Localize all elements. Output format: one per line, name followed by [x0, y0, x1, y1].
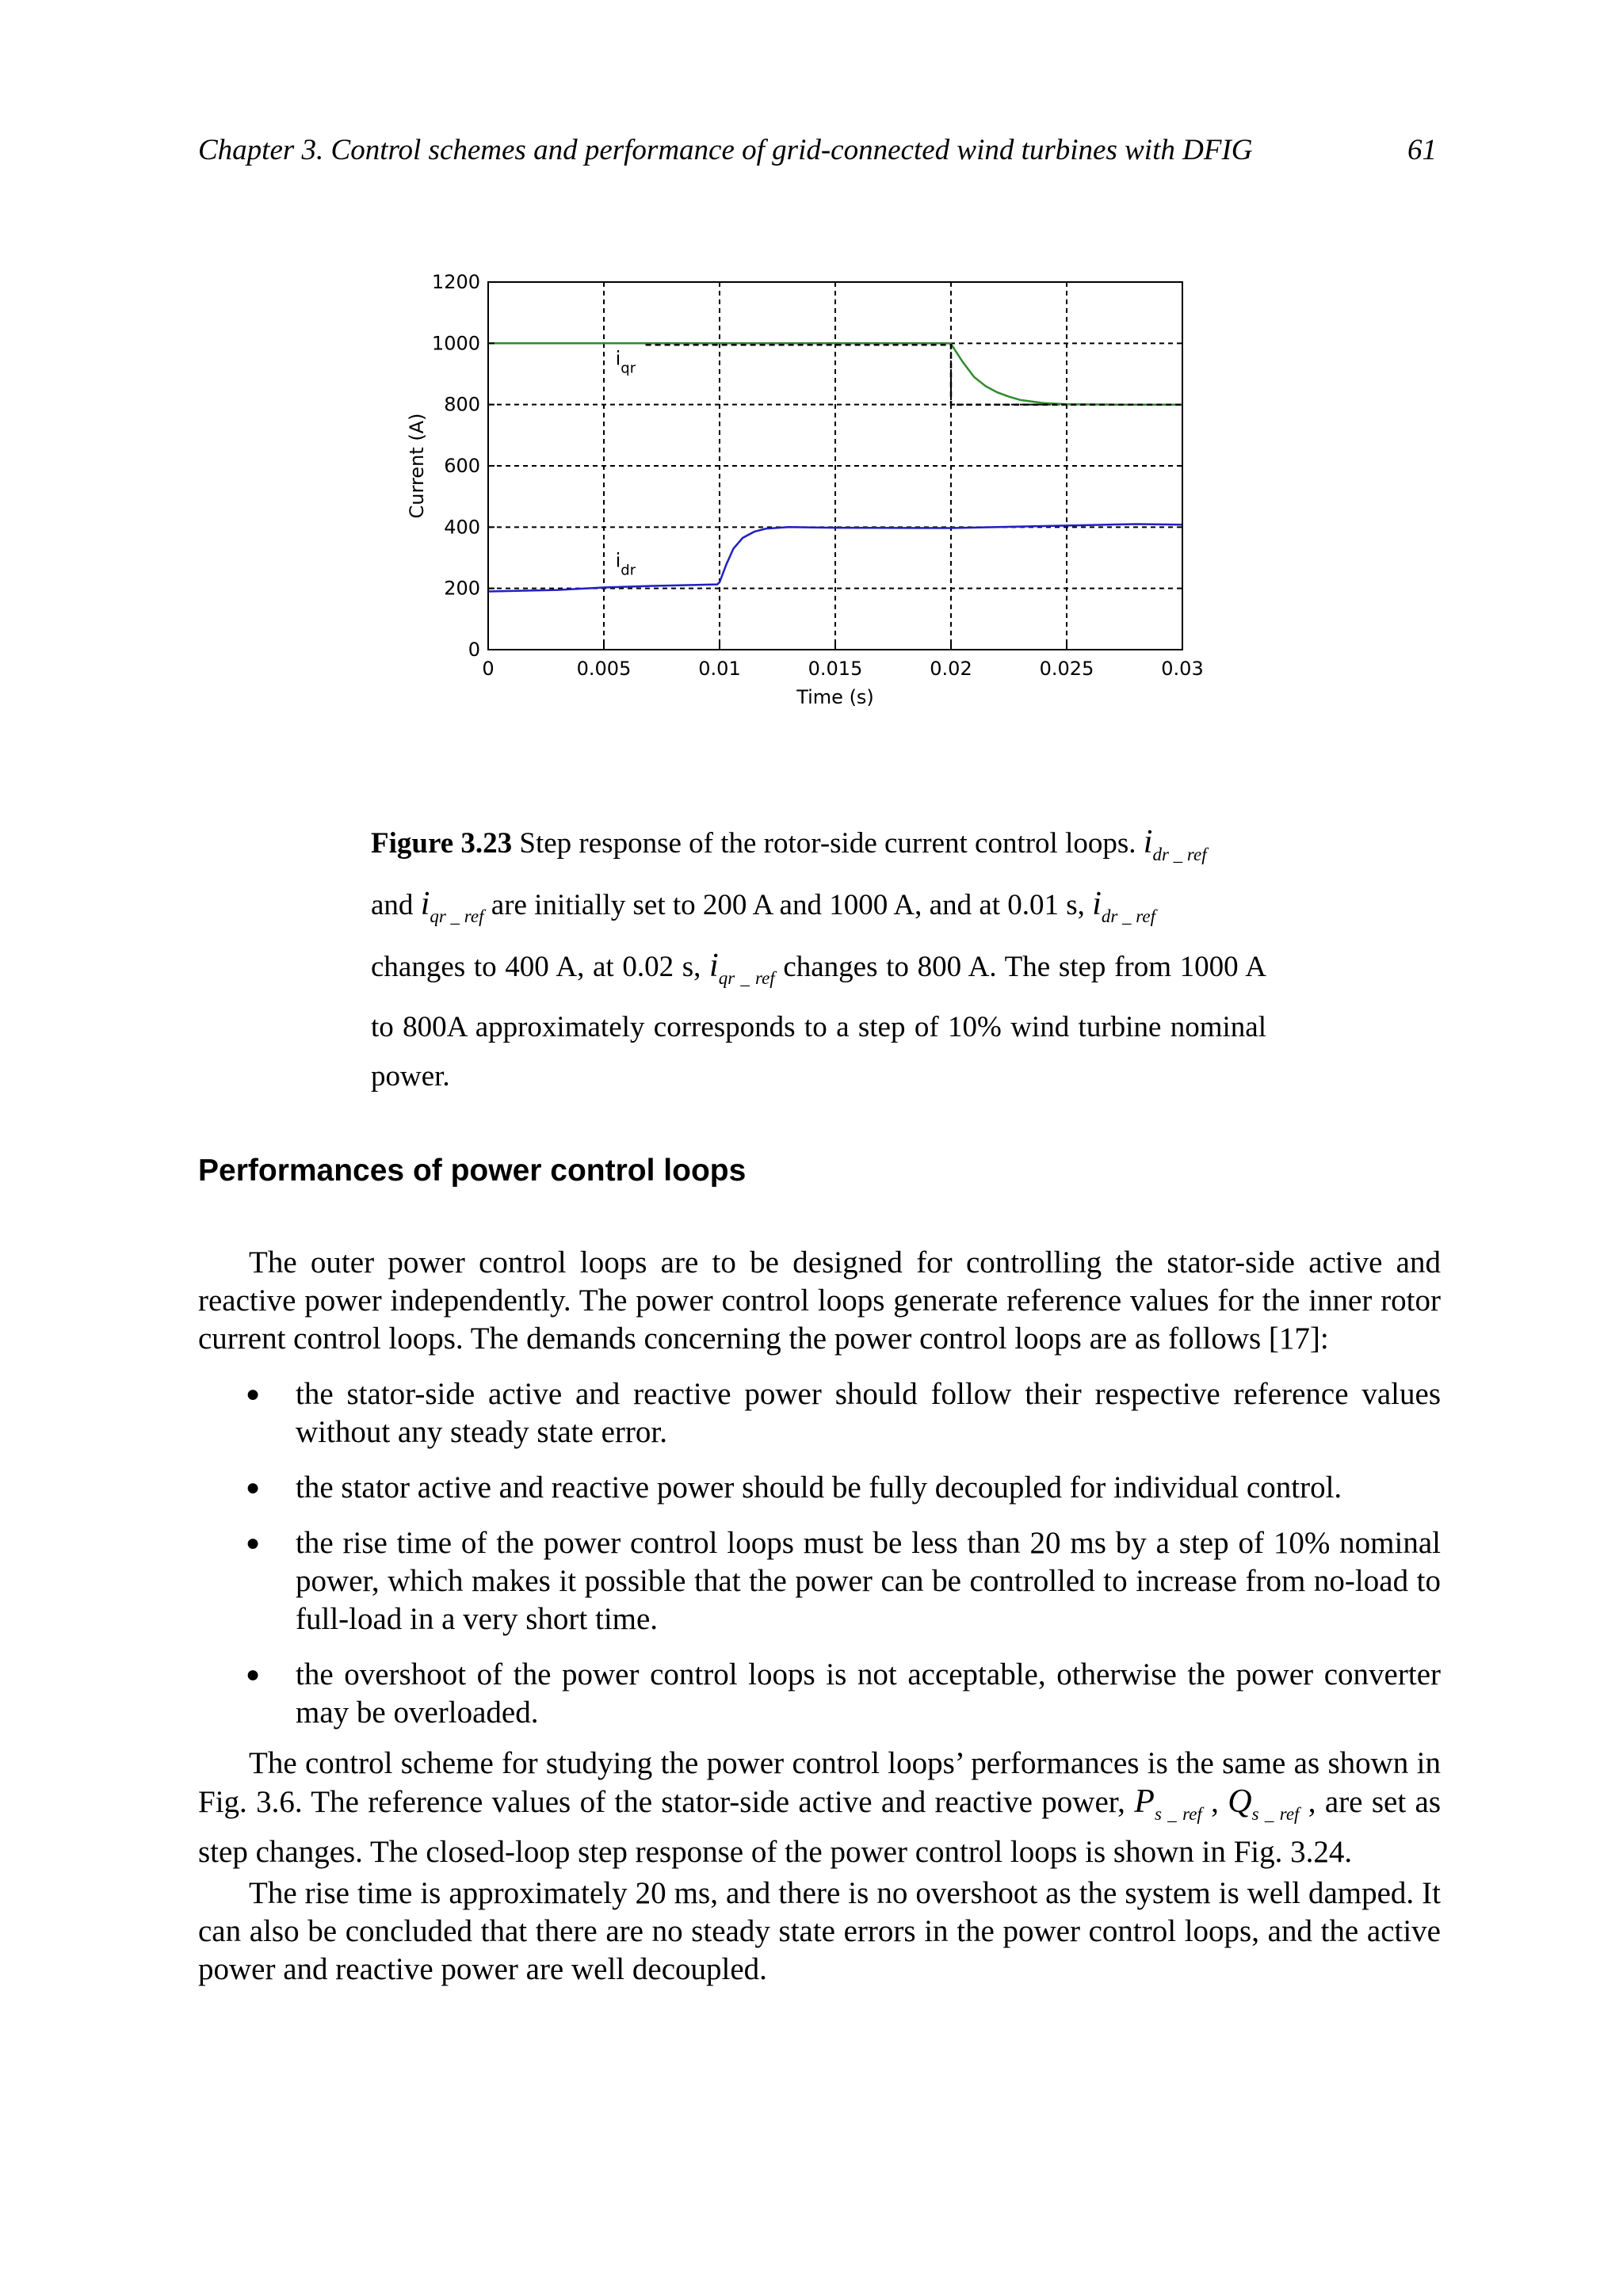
tick-layer	[432, 271, 1204, 680]
running-header-chapter: Chapter 3. Control schemes and performance of grid-connected wind turbines with DFIG	[198, 134, 1253, 166]
y-tick-label: 800	[444, 393, 480, 416]
figure-caption	[371, 818, 1266, 1101]
series-label-idr: $i_{dr}$	[615, 549, 636, 579]
var-qs-ref: $Q_{s \_ ref}$	[1228, 1783, 1300, 1824]
x-tick-label: 0	[482, 658, 495, 680]
label-layer	[616, 347, 636, 578]
bullet-icon: ●	[246, 1530, 261, 1556]
caption-text-3: changes to 400 A, at 0.02 s,	[371, 951, 710, 983]
caption-text-4: changes to 800 A. The step from 1000 A to 800A approximately corresponds to a step of 10% wind turbine nominal power.	[371, 951, 1266, 1093]
paragraph-1: The outer power control loops are to be designed for controlling the stator-side active and reactive power independently. The power control loops generate reference values for the inner rotor current control loops. The demands concerning the power control loops are as follows [17]:	[198, 1245, 1441, 1356]
caption-text-1: Step response of the rotor-side current control loops.	[512, 827, 1144, 860]
bullet-icon: ●	[246, 1661, 261, 1688]
caption-text-2: are initially set to 200 A and 1000 A, and at 0.01 s,	[483, 889, 1093, 921]
requirements-list	[198, 1375, 1441, 1732]
var-idr-ref-2: $i_{dr \_ ref}$	[1092, 886, 1156, 926]
grid-layer	[488, 282, 1182, 650]
var-ps-ref: $P_{s \_ ref}$	[1134, 1783, 1202, 1824]
x-tick-label: 0.005	[576, 658, 632, 680]
var-idr-ref: $i_{dr \_ ref}$	[1143, 824, 1207, 864]
section-heading: Performances of power control loops	[198, 1154, 747, 1188]
series-iqr-ref-line	[646, 345, 1182, 404]
caption-and: and	[371, 889, 421, 921]
y-tick-label: 400	[444, 516, 480, 539]
list-item: ● the rise time of the power control loops must be less than 20 ms by a step of 10% nominal power, which makes it possible that the power can be controlled to increase from no-load to full-load in a very short time.	[246, 1526, 1441, 1636]
y-tick-label: 600	[444, 455, 480, 477]
series-label-iqr: $i_{qr}$	[615, 347, 636, 377]
list-item: ● the stator-side active and reactive power should follow their respective reference values without any steady state error.	[246, 1377, 1441, 1449]
paragraph-2: The control scheme for studying the power control loops’ performances is the same as shown in Fig. 3.6. The reference values of the stator-side active and reactive power, $P_{s \_ ref}$ , $Q_{s \_ ref}$ , are set as step changes. The closed-loop step response of the power control loops is shown in Fig. 3.24.	[198, 1746, 1441, 1869]
figure-label: Figure 3.23	[371, 827, 513, 860]
bullet-icon: ●	[246, 1474, 261, 1501]
y-tick-label: 0	[468, 639, 480, 661]
x-axis-label: Time (s)	[796, 686, 874, 708]
list-item: ● the overshoot of the power control loops is not acceptable, otherwise the power converter may be overloaded.	[246, 1657, 1441, 1730]
x-tick-label: 0.01	[698, 658, 741, 680]
list-item: ● the stator active and reactive power should be fully decoupled for individual control.	[198, 1469, 1441, 1507]
x-tick-label: 0.02	[930, 658, 972, 680]
x-tick-label: 0.03	[1161, 658, 1204, 680]
page-number: 61	[1407, 134, 1437, 166]
bullet-icon: ●	[246, 1381, 261, 1407]
y-tick-label: 1000	[431, 332, 480, 355]
y-tick-label: 1200	[431, 271, 480, 293]
x-tick-label: 0.025	[1039, 658, 1094, 680]
var-iqr-ref: $i_{qr \_ ref}$	[420, 886, 484, 926]
x-tick-label: 0.015	[808, 658, 863, 680]
current-step-response-chart	[372, 261, 1228, 792]
var-iqr-ref-2: $i_{qr \_ ref}$	[709, 948, 775, 988]
y-tick-label: 200	[444, 577, 480, 600]
y-axis-label: Current (A)	[406, 413, 428, 519]
body-text	[198, 1244, 1441, 1989]
paragraph-3: The rise time is approximately 20 ms, and there is no overshoot as the system is well damped. It can also be concluded that there are no steady state errors in the power control loops, and the active power and reactive power are well decoupled.	[198, 1876, 1441, 1986]
